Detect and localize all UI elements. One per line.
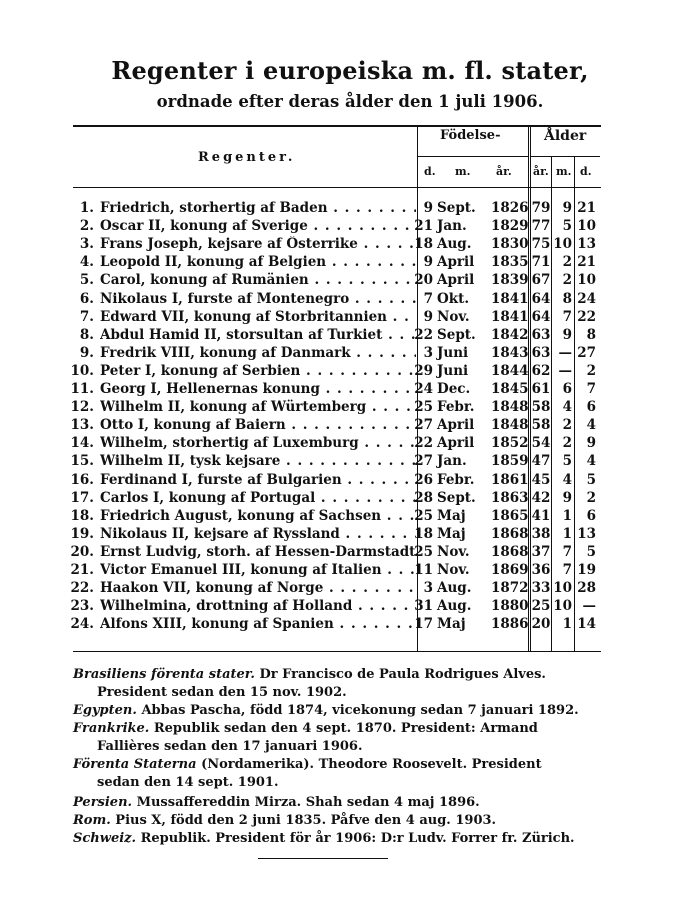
age-years: 67 — [531, 272, 551, 289]
table-row — [0, 490, 700, 509]
regent-name: Frans Joseph, kejsare af Österrike . . . — [100, 236, 416, 252]
age-months: 5 — [562, 453, 572, 470]
birth-day: 25 — [414, 543, 433, 560]
table-row — [0, 472, 700, 491]
age-days: 6 — [586, 507, 596, 524]
age-years: 47 — [531, 453, 551, 470]
birth-month: April — [437, 254, 475, 271]
table-row — [0, 399, 700, 418]
birth-month: Jan. — [437, 453, 467, 470]
birth-year: 1859 — [491, 453, 529, 470]
table-row — [0, 291, 700, 310]
age-years: 41 — [531, 507, 551, 524]
birth-month: Juni — [437, 362, 469, 379]
birth-day: 9 — [423, 308, 433, 325]
age-days: 8 — [586, 326, 596, 343]
regent-name: Wilhelm II, tysk kejsare . . . — [100, 453, 416, 469]
regent-name: Nikolaus I, furste af Montenegro . . . — [100, 291, 416, 307]
row-number: 12. — [70, 399, 94, 416]
page-subtitle: ordnade efter deras ålder den 1 juli 1906. — [156, 92, 544, 111]
birth-year: 1872 — [491, 580, 529, 597]
age-months: 5 — [562, 218, 572, 235]
note-text: Republik. President för år 1906: D:r Ludv. Forrer fr. Zürich. — [140, 831, 575, 846]
birth-month: April — [437, 272, 475, 289]
age-months: 8 — [562, 290, 572, 307]
header-age-years: år. — [533, 165, 549, 178]
regent-name: Leopold II, konung af Belgien . . . — [100, 254, 416, 270]
birth-day: 7 — [423, 290, 433, 307]
birth-year: 1830 — [491, 236, 529, 253]
row-number: 6. — [79, 290, 94, 307]
age-years: 58 — [531, 417, 551, 434]
table-row — [0, 417, 700, 436]
birth-month: Maj — [437, 616, 466, 633]
note-text: Mussaffereddin Mirza. Shah sedan 4 maj 1896. — [136, 795, 480, 810]
age-years: 45 — [531, 471, 551, 488]
age-months: 2 — [562, 435, 572, 452]
age-days: 13 — [577, 525, 596, 542]
age-years: 36 — [531, 562, 551, 578]
row-number: 9. — [79, 344, 94, 361]
note-label: Persien. — [73, 795, 133, 810]
age-months: 9 — [562, 200, 572, 216]
row-number: 11. — [70, 381, 94, 397]
regent-name: Otto I, konung af Baiern . . . — [100, 417, 416, 433]
age-months: 10 — [553, 580, 572, 597]
age-months: 7 — [562, 562, 572, 578]
row-number: 24. — [70, 616, 94, 633]
birth-day: 3 — [423, 580, 433, 597]
note-label: Frankrike. — [73, 721, 150, 736]
birth-month: April — [437, 435, 475, 452]
age-years: 25 — [531, 598, 551, 615]
birth-day: 11 — [414, 562, 433, 578]
row-number: 2. — [79, 218, 94, 235]
regent-name: Peter I, konung af Serbien . . . — [100, 363, 416, 379]
age-years: 38 — [531, 525, 551, 542]
age-months: 7 — [562, 543, 572, 560]
row-number: 8. — [79, 326, 94, 343]
table-row — [0, 309, 700, 328]
note-entry — [73, 666, 613, 702]
birth-year: 1841 — [491, 290, 529, 307]
age-years: 71 — [531, 254, 551, 271]
table-row — [0, 327, 700, 346]
age-months: 2 — [562, 272, 572, 289]
regent-name: Georg I, Hellenernas konung . . . — [100, 381, 416, 397]
row-number: 10. — [70, 362, 94, 379]
regent-name: Wilhelm, storhertig af Luxemburg . . . — [100, 435, 416, 451]
age-years: 79 — [531, 200, 551, 216]
birth-year: 1868 — [491, 543, 529, 560]
birth-day: 25 — [414, 399, 433, 416]
note-text: Pius X, född den 2 juni 1835. Påfve den 4 aug. 1903. — [115, 813, 497, 828]
header-age: Ålder — [544, 128, 587, 144]
table-row — [0, 580, 700, 599]
table-row — [0, 236, 700, 255]
birth-day: 26 — [414, 471, 433, 488]
age-years: 61 — [531, 381, 551, 397]
age-months: 9 — [562, 489, 572, 506]
regent-name: Friedrich, storhertig af Baden . . . — [100, 200, 416, 216]
regent-name: Carol, konung af Rumänien . . . — [100, 272, 416, 288]
birth-month: Okt. — [437, 290, 470, 307]
header-age-months: m. — [556, 165, 572, 178]
regent-name: Carlos I, konung af Portugal . . . — [100, 490, 416, 506]
note-entry — [73, 794, 613, 812]
birth-month: Aug. — [437, 236, 472, 253]
age-subheader-rule — [530, 156, 600, 157]
row-number: 4. — [79, 254, 94, 271]
regent-name: Wilhelmina, drottning af Holland . . . — [100, 598, 416, 614]
birth-day: 18 — [414, 525, 433, 542]
age-days: — — [582, 598, 596, 615]
row-number: 19. — [70, 525, 94, 542]
birth-year: 1880 — [491, 598, 529, 615]
note-label: Förenta Staterna — [73, 757, 197, 772]
age-days: 13 — [577, 236, 596, 253]
note-entry — [73, 756, 613, 792]
row-number: 13. — [70, 417, 94, 434]
birth-day: 29 — [414, 362, 433, 379]
table-bottom-rule — [73, 651, 601, 652]
table-row — [0, 616, 700, 635]
note-text: Abbas Pascha, född 1874, vicekonung sedan 7 januari 1892. — [141, 703, 579, 718]
birth-month: Nov. — [437, 543, 470, 560]
birth-month: Febr. — [437, 399, 475, 416]
regent-name: Wilhelm II, konung af Würtemberg . . . — [100, 399, 416, 415]
age-years: 63 — [531, 326, 551, 343]
age-months: 2 — [562, 254, 572, 271]
birth-day: 20 — [414, 272, 433, 289]
table-row — [0, 435, 700, 454]
note-continuation: sedan den 14 sept. 1901. — [97, 775, 279, 790]
age-months: 7 — [562, 308, 572, 325]
birth-day: 27 — [414, 417, 433, 434]
birth-day: 22 — [414, 435, 433, 452]
age-days: 21 — [577, 254, 596, 271]
row-number: 20. — [70, 543, 94, 560]
note-label: Rom. — [73, 813, 111, 828]
birth-day: 28 — [414, 489, 433, 506]
birth-month: April — [437, 417, 475, 434]
age-days: 10 — [577, 272, 596, 289]
birth-day: 3 — [423, 344, 433, 361]
table-row — [0, 526, 700, 545]
birth-day: 9 — [423, 200, 433, 216]
birth-year: 1869 — [491, 562, 529, 578]
age-years: 54 — [531, 435, 551, 452]
age-days: 27 — [577, 344, 596, 361]
age-months: 10 — [553, 236, 572, 253]
row-number: 3. — [79, 236, 94, 253]
regent-name: Fredrik VIII, konung af Danmark . . . — [100, 345, 416, 361]
age-days: 4 — [586, 453, 596, 470]
header-age-days: d. — [580, 165, 592, 178]
age-months: 10 — [553, 598, 572, 615]
birth-year: 1886 — [491, 616, 529, 633]
age-months: 4 — [562, 471, 572, 488]
age-days: 6 — [586, 399, 596, 416]
birth-month: Sept. — [437, 326, 476, 343]
note-entry — [73, 812, 613, 830]
row-number: 21. — [70, 562, 94, 578]
note-label: Brasiliens förenta stater. — [73, 667, 255, 682]
header-birth-month: m. — [455, 165, 471, 178]
row-number: 17. — [70, 489, 94, 506]
age-days: 21 — [577, 200, 596, 216]
note-continuation: Fallières sedan den 17 januari 1906. — [97, 739, 363, 754]
age-days: 4 — [586, 417, 596, 434]
birth-month: Febr. — [437, 471, 475, 488]
birth-year: 1826 — [491, 200, 529, 216]
page-title: Regenter i europeiska m. fl. stater, — [111, 56, 589, 85]
birth-month: Aug. — [437, 598, 472, 615]
birth-year: 1841 — [491, 308, 529, 325]
birth-month: Sept. — [437, 200, 476, 216]
birth-day: 21 — [414, 218, 433, 235]
age-years: 77 — [531, 218, 551, 235]
age-days: 2 — [586, 362, 596, 379]
age-days: 7 — [586, 381, 596, 397]
age-days: 14 — [577, 616, 596, 633]
age-years: 75 — [531, 236, 551, 253]
age-days: 5 — [586, 543, 596, 560]
row-number: 7. — [79, 308, 94, 325]
age-days: 22 — [577, 308, 596, 325]
row-number: 16. — [70, 471, 94, 488]
regent-name: Ferdinand I, furste af Bulgarien . . . — [100, 472, 416, 488]
header-birth: Födelse- — [440, 128, 501, 143]
birth-month: Maj — [437, 507, 466, 524]
age-days: 10 — [577, 218, 596, 235]
birth-year: 1844 — [491, 362, 529, 379]
table-row — [0, 562, 700, 581]
birth-subheader-rule — [418, 156, 528, 157]
age-years: 58 — [531, 399, 551, 416]
header-birth-day: d. — [424, 165, 436, 178]
birth-year: 1865 — [491, 507, 529, 524]
table-row — [0, 345, 700, 364]
age-years: 64 — [531, 290, 551, 307]
birth-year: 1861 — [491, 471, 529, 488]
age-years: 37 — [531, 543, 551, 560]
age-months: 4 — [562, 399, 572, 416]
table-row — [0, 200, 700, 219]
birth-month: Jan. — [437, 218, 467, 235]
row-number: 18. — [70, 507, 94, 524]
regent-name: Edward VII, konung af Storbritannien . . . — [100, 309, 416, 325]
age-days: 5 — [586, 471, 596, 488]
birth-year: 1852 — [491, 435, 529, 452]
regent-name: Haakon VII, konung af Norge . . . — [100, 580, 416, 596]
table-row — [0, 544, 700, 563]
age-years: 63 — [531, 344, 551, 361]
birth-month: Nov. — [437, 308, 470, 325]
regent-name: Alfons XIII, konung af Spanien . . . — [100, 616, 416, 632]
birth-day: 24 — [414, 381, 433, 397]
birth-month: Juni — [437, 344, 469, 361]
row-number: 1. — [79, 200, 94, 216]
birth-year: 1835 — [491, 254, 529, 271]
birth-day: 17 — [414, 616, 433, 633]
age-days: 9 — [586, 435, 596, 452]
age-days: 2 — [586, 489, 596, 506]
birth-month: Sept. — [437, 489, 476, 506]
table-row — [0, 218, 700, 237]
age-days: 19 — [577, 562, 596, 578]
row-number: 5. — [79, 272, 94, 289]
regent-name: Oscar II, konung af Sverige . . . — [100, 218, 416, 234]
regent-name: Victor Emanuel III, konung af Italien . . . — [100, 562, 416, 578]
birth-day: 9 — [423, 254, 433, 271]
birth-year: 1842 — [491, 326, 529, 343]
birth-day: 25 — [414, 507, 433, 524]
table-top-rule — [73, 125, 601, 127]
table-row — [0, 363, 700, 382]
note-text: Dr Francisco de Paula Rodrigues Alves. — [259, 667, 546, 682]
age-months: 1 — [562, 525, 572, 542]
note-label: Egypten. — [73, 703, 137, 718]
table-row — [0, 272, 700, 291]
table-row — [0, 453, 700, 472]
regent-name: Friedrich August, konung af Sachsen . . . — [100, 508, 416, 524]
birth-year: 1839 — [491, 272, 529, 289]
birth-year: 1863 — [491, 489, 529, 506]
age-years: 62 — [531, 362, 551, 379]
birth-year: 1868 — [491, 525, 529, 542]
row-number: 15. — [70, 453, 94, 470]
regent-name: Ernst Ludvig, storh. af Hessen-Darmstadt . . . — [100, 544, 416, 560]
note-continuation: President sedan den 15 nov. 1902. — [97, 685, 347, 700]
birth-year: 1829 — [491, 218, 529, 235]
birth-day: 22 — [414, 326, 433, 343]
note-text: Republik sedan den 4 sept. 1870. President: Armand — [153, 721, 538, 736]
header-regent: Regenter. — [198, 150, 296, 165]
table-row — [0, 598, 700, 617]
row-number: 23. — [70, 598, 94, 615]
birth-year: 1848 — [491, 399, 529, 416]
age-years: 64 — [531, 308, 551, 325]
note-entry — [73, 830, 613, 848]
age-months: 1 — [562, 616, 572, 633]
row-number: 14. — [70, 435, 94, 452]
table-header-rule — [73, 187, 601, 188]
header-birth-year: år. — [496, 165, 512, 178]
table-row — [0, 381, 700, 400]
age-months: — — [558, 344, 572, 361]
note-label: Schweiz. — [73, 831, 137, 846]
birth-day: 27 — [414, 453, 433, 470]
age-months: — — [558, 362, 572, 379]
note-text: (Nordamerika). Theodore Roosevelt. President — [201, 757, 542, 772]
age-months: 6 — [562, 381, 572, 397]
table-row — [0, 254, 700, 273]
birth-year: 1843 — [491, 344, 529, 361]
regent-name: Nikolaus II, kejsare af Ryssland . . . — [100, 526, 416, 542]
note-entry — [73, 702, 613, 720]
age-years: 20 — [531, 616, 551, 633]
row-number: 22. — [70, 580, 94, 597]
birth-month: Nov. — [437, 562, 470, 578]
birth-month: Maj — [437, 525, 466, 542]
age-days: 24 — [577, 290, 596, 307]
regent-name: Abdul Hamid II, storsultan af Turkiet . . . — [100, 327, 416, 343]
age-days: 28 — [577, 580, 596, 597]
table-row — [0, 508, 700, 527]
age-years: 42 — [531, 489, 551, 506]
birth-year: 1845 — [491, 381, 529, 397]
footer-rule — [258, 858, 388, 859]
birth-month: Aug. — [437, 580, 472, 597]
note-entry — [73, 720, 613, 756]
birth-month: Dec. — [437, 381, 471, 397]
age-months: 2 — [562, 417, 572, 434]
age-months: 1 — [562, 507, 572, 524]
age-years: 33 — [531, 580, 551, 597]
birth-year: 1848 — [491, 417, 529, 434]
birth-day: 18 — [414, 236, 433, 253]
age-months: 9 — [562, 326, 572, 343]
birth-day: 31 — [414, 598, 433, 615]
